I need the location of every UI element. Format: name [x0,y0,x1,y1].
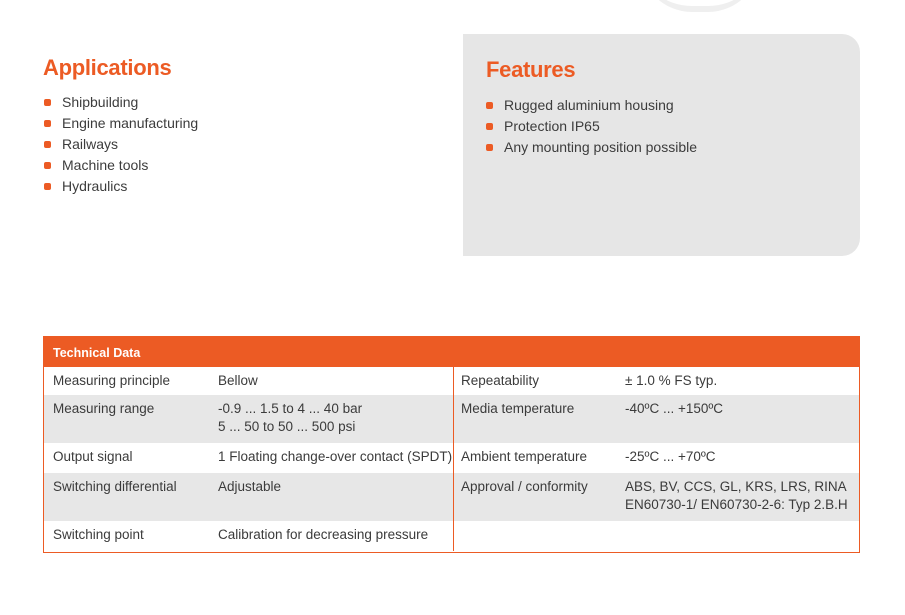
bullet-icon [44,99,51,106]
features-item [486,95,697,116]
applications-item-label: Shipbuilding [62,94,139,110]
bullet-icon [44,141,51,148]
spec-value-line: 1 Floating change-over contact (SPDT) [218,449,453,464]
features-item-label: Any mounting position possible [504,139,698,155]
decorative-arc [640,0,760,12]
spec-value-line: 5 ... 50 to 50 ... 500 psi [218,419,356,434]
features-heading: Features [486,57,576,82]
spec-label [44,395,209,443]
spec-label-line: Approval / conformity [461,479,588,494]
features-item-label: Protection IP65 [504,118,600,134]
spec-label-line: Output signal [53,449,133,464]
spec-value-line: -0.9 ... 1.5 to 4 ... 40 bar [218,401,363,416]
spec-label [44,473,209,521]
applications-item-label: Machine tools [62,157,149,173]
spec-value-line: Bellow [218,373,258,388]
spec-value [618,367,859,395]
spec-value-line: ± 1.0 % FS typ. [625,373,718,388]
spec-value [618,443,859,473]
applications-list [44,92,198,197]
spec-label-line: Repeatability [461,373,540,388]
table-row [44,367,859,395]
bullet-icon [486,102,493,109]
bullet-icon [44,162,51,169]
spec-value-line: ABS, BV, CCS, GL, KRS, LRS, RINA [625,479,847,494]
technical-data-rows [44,367,859,551]
bullet-icon [486,123,493,130]
table-row [44,443,859,473]
spec-label [454,443,618,473]
spec-label [44,367,209,395]
features-item [486,137,697,158]
spec-label [44,521,209,551]
applications-item [44,113,198,134]
spec-label-line: Ambient temperature [461,449,588,464]
spec-label-line: Measuring range [53,401,155,416]
spec-label [454,395,618,443]
applications-item [44,134,198,155]
table-row [44,395,859,443]
spec-value-line: -40ºC ... +150ºC [625,401,724,416]
spec-label-line: Switching differential [53,479,177,494]
spec-label [454,521,618,551]
spec-value [618,395,859,443]
spec-value [209,473,454,521]
spec-label [454,473,618,521]
technical-data-header: Technical Data [44,337,859,367]
applications-item-label: Railways [62,136,119,152]
bullet-icon [486,144,493,151]
spec-label [44,443,209,473]
bullet-icon [44,120,51,127]
spec-value [618,473,859,521]
applications-heading: Applications [43,55,172,80]
spec-value [209,521,454,551]
spec-label-line: Media temperature [461,401,575,416]
table-row [44,521,859,551]
features-list [486,95,697,158]
applications-item [44,176,198,197]
table-row [44,473,859,521]
spec-value [209,395,454,443]
spec-label-line: Measuring principle [53,373,171,388]
spec-value-line: Calibration for decreasing pressure [218,527,429,542]
spec-label [454,367,618,395]
spec-value-line: Adjustable [218,479,282,494]
applications-item-label: Hydraulics [62,178,128,194]
spec-value [209,443,454,473]
spec-label-line: Switching point [53,527,144,542]
technical-data-table [43,336,860,553]
applications-item [44,155,198,176]
spec-value [209,367,454,395]
applications-item [44,92,198,113]
bullet-icon [44,183,51,190]
spec-value-line: EN60730-1/ EN60730-2-6: Typ 2.B.H [625,497,848,512]
features-item-label: Rugged aluminium housing [504,97,674,113]
spec-value [618,521,859,551]
spec-value-line: -25ºC ... +70ºC [625,449,716,464]
applications-item-label: Engine manufacturing [62,115,199,131]
features-item [486,116,697,137]
